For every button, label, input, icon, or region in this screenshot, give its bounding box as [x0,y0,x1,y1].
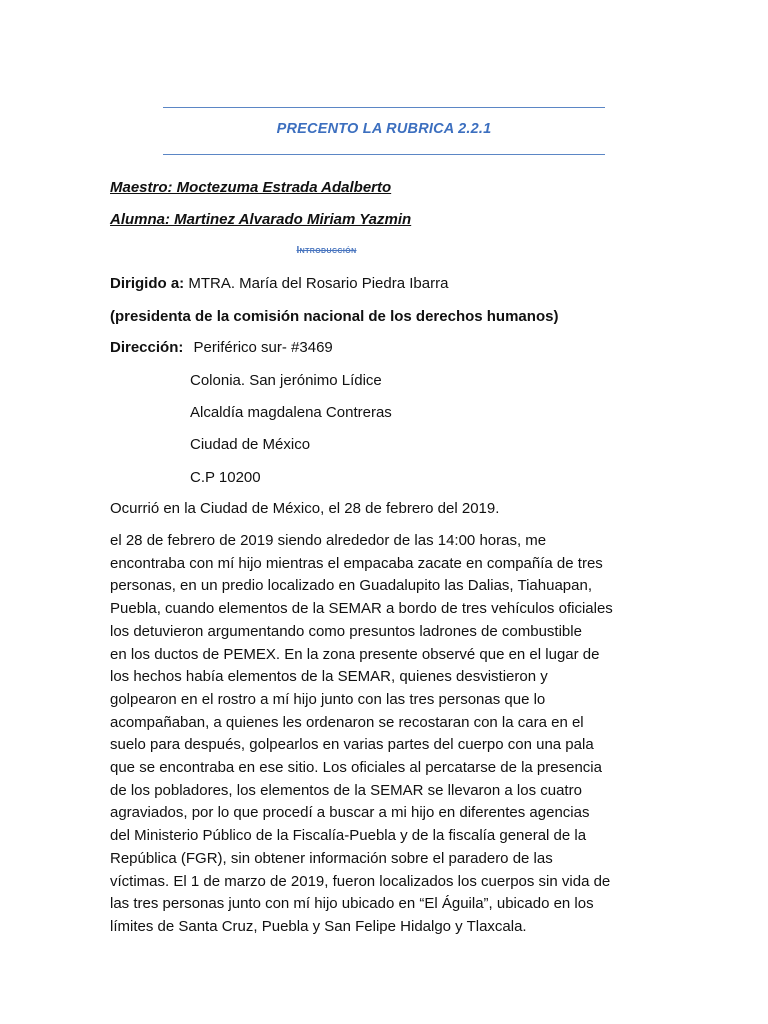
address-borough: Alcaldía magdalena Contreras [190,404,392,421]
student-line: Alumna: Martinez Alvarado Miriam Yazmin [110,211,412,228]
body-line: los hechos había elementos de la SEMAR, quienes desvistieron y [110,668,548,686]
teacher-line: Maestro: Moctezuma Estrada Adalberto [110,179,392,196]
body-line: el 28 de febrero de 2019 siendo alrededor de las 14:00 horas, me [110,532,547,549]
body-line: límites de Santa Cruz, Puebla y San Felipe Hidalgo y Tlaxcala. [110,917,527,935]
addressee-name: MTRA. María del Rosario Piedra Ibarra [188,275,449,292]
addressee-role: (presidenta de la comisión nacional de los derechos humanos) [110,308,559,325]
body-line: encontraba con mí hijo mientras el empacaba zacate en compañía de tres [110,554,603,572]
address-label: Dirección: [110,339,184,356]
body-line: los detuvieron argumentando como presuntos ladrones de combustible [110,622,582,640]
body-line: suelo para después, golpearlos en varias partes del cuerpo con una pala [110,736,594,754]
body-line: víctimas. El 1 de marzo de 2019, fueron localizados los cuerpos sin vida de [110,872,611,890]
body-line: en los ductos de PEMEX. En la zona presente observé que en el lugar de [110,645,600,663]
address-postal: C.P 10200 [190,469,261,486]
address-colony: Colonia. San jerónimo Lídice [190,372,382,389]
body-line: República (FGR), sin obtener información sobre el paradero de las [110,849,553,867]
body-line: Puebla, cuando elementos de la SEMAR a bordo de tres vehículos oficiales [110,600,613,618]
title-bottom-rule [163,154,605,155]
body-line: las tres personas junto con mí hijo ubicado en “El Águila”, ubicado en los [110,895,594,913]
addressee-line [110,275,448,292]
intro-sentence: Ocurrió en la Ciudad de México, el 28 de febrero del 2019. [110,500,500,517]
address-line [110,339,333,356]
body-line: que se encontraba en ese sitio. Los oficiales al percatarse de la presencia [110,759,602,777]
body-line: del Ministerio Público de la Fiscalía-Puebla y de la fiscalía general de la [110,827,587,845]
section-heading: Introducción [296,245,357,256]
title-top-rule [163,107,605,108]
body-paragraph [110,530,658,939]
document-title: PRECENTO LA RUBRICA 2.2.1 [276,121,492,137]
body-line: de los pobladores, los elementos de la SEMAR se llevaron a los cuatro [110,781,582,799]
addressee-label: Dirigido a: [110,275,185,292]
address-city: Ciudad de México [190,436,311,453]
body-line: agraviados, por lo que procedí a buscar a mi hijo en diferentes agencias [110,804,590,822]
body-line: personas, en un predio localizado en Guadalupito las Dalias, Tiahuapan, [110,577,592,595]
body-line: golpearon en el rostro a mí hijo junto con las tres personas que lo [110,690,546,708]
body-line: acompañaban, a quienes les ordenaron se recostaran con la cara en el [110,713,584,731]
address-street: Periférico sur- #3469 [193,339,333,356]
